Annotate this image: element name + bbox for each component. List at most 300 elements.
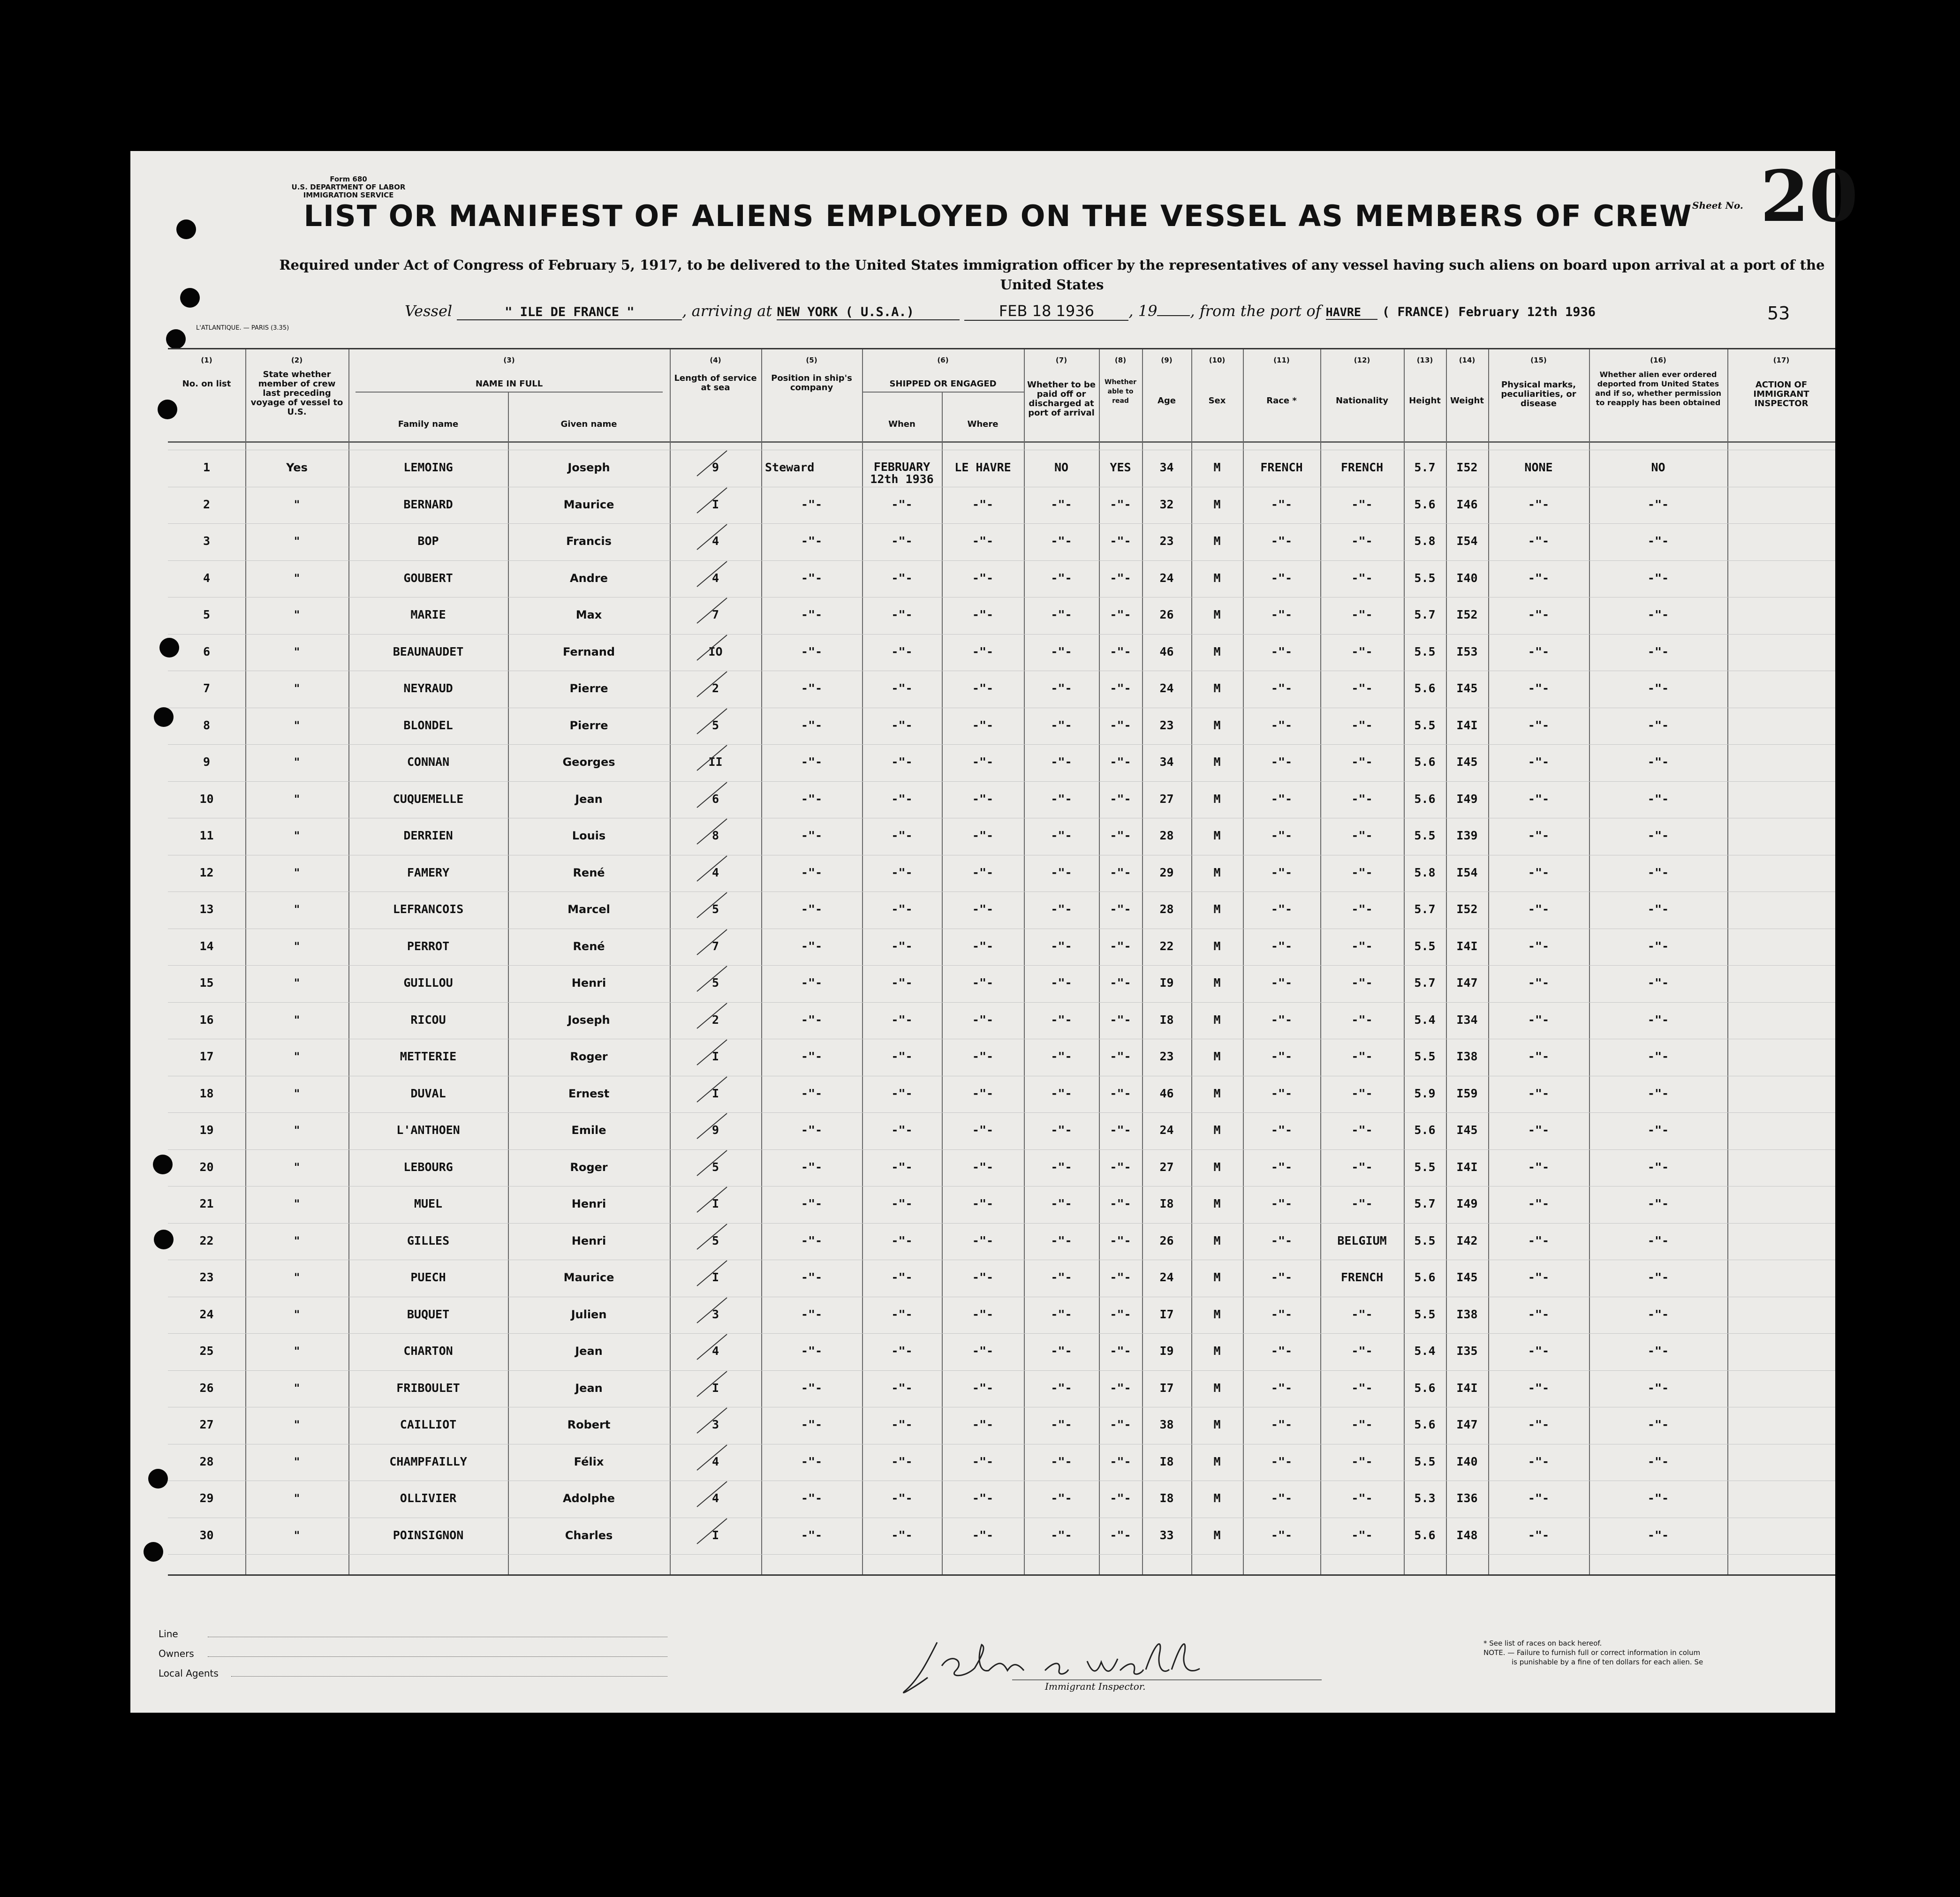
cell-given: Julien: [571, 1307, 607, 1321]
cell-deported: -"-: [1647, 1013, 1669, 1027]
cell-family: PUECH: [410, 1270, 446, 1284]
cell-read: -"-: [1110, 534, 1131, 548]
cell-deported: -"-: [1647, 1160, 1669, 1174]
cell-deported: -"-: [1647, 497, 1669, 511]
crew-table: [168, 348, 1835, 1576]
cell-sex: M: [1213, 1491, 1221, 1505]
cell-sex: M: [1213, 1454, 1221, 1468]
row-rule: [168, 1149, 1835, 1150]
cell-prev: Yes: [286, 461, 308, 474]
publisher-imprint: L'ATLANTIQUE. — PARIS (3.35): [196, 325, 289, 332]
cell-family: CHARTON: [403, 1344, 453, 1358]
row-rule: [168, 1223, 1835, 1224]
cell-no: 28: [199, 1454, 214, 1468]
col-given-name-header: Given name: [560, 419, 617, 429]
cell-nat: FRENCH: [1340, 461, 1384, 474]
cell-service: 8: [711, 829, 719, 842]
col-sex-header-num: (10): [1209, 356, 1226, 364]
cell-read: -"-: [1110, 1418, 1131, 1431]
row-rule: [168, 560, 1835, 561]
cell-family: CUQUEMELLE: [393, 792, 464, 806]
cell-nat: -"-: [1351, 1454, 1373, 1468]
cell-no: 2: [203, 497, 211, 511]
col-no-header: No. on list: [182, 379, 231, 389]
cell-height: 5.6: [1414, 1418, 1436, 1431]
cell-family: DERRIEN: [403, 829, 453, 842]
col-where-header: Where: [967, 419, 999, 429]
cell-paid: NO: [1054, 461, 1069, 474]
cell-position: -"-: [801, 1418, 823, 1431]
cell-prev: ": [294, 1381, 300, 1395]
cell-race: FRENCH: [1260, 461, 1303, 474]
cell-no: 5: [203, 608, 211, 621]
cell-no: 23: [199, 1270, 214, 1284]
cell-marks: -"-: [1528, 1381, 1550, 1395]
cell-family: BLONDEL: [403, 718, 453, 732]
cell-service: 4: [711, 865, 719, 879]
cell-service: 7: [711, 939, 719, 953]
col-sex-header: Sex: [1208, 396, 1226, 406]
cell-prev: ": [294, 571, 300, 585]
cell-when: -"-: [891, 865, 913, 879]
cell-deported: -"-: [1647, 644, 1669, 658]
line-label: Line: [159, 1628, 178, 1640]
cell-prev: ": [294, 718, 300, 732]
cell-where: -"-: [972, 1050, 994, 1063]
cell-position: -"-: [801, 1050, 823, 1063]
cell-service: 5: [711, 718, 719, 732]
cell-where: -"-: [972, 644, 994, 658]
cell-sex: M: [1213, 829, 1221, 842]
cell-prev: ": [294, 1528, 300, 1542]
cell-nat: FRENCH: [1340, 1270, 1384, 1284]
row-rule: [168, 1370, 1835, 1371]
cell-service: I: [711, 1270, 719, 1284]
cell-sex: M: [1213, 1160, 1221, 1174]
cell-read: -"-: [1110, 608, 1131, 621]
cell-paid: -"-: [1051, 571, 1072, 585]
cell-when: FEBRUARY 12th 1936: [870, 460, 934, 486]
service-tally-mark: [693, 668, 731, 701]
cell-paid: -"-: [1051, 1086, 1072, 1100]
cell-weight: I4I: [1456, 939, 1478, 953]
cell-position: -"-: [801, 497, 823, 511]
cell-marks: -"-: [1528, 1197, 1550, 1210]
col-name-header-num: (3): [503, 356, 515, 364]
cell-weight: I45: [1456, 1123, 1478, 1137]
cell-age: 27: [1159, 792, 1174, 806]
cell-given: Andre: [570, 571, 608, 585]
cell-prev: ": [294, 939, 300, 953]
cell-position: -"-: [801, 1344, 823, 1358]
cell-race: -"-: [1271, 939, 1293, 953]
cell-height: 5.4: [1414, 1344, 1436, 1358]
cell-position: -"-: [801, 1123, 823, 1137]
col-marks-header-num: (15): [1530, 356, 1547, 364]
service-tally-mark: [693, 558, 731, 590]
cell-prev: ": [294, 1013, 300, 1027]
cell-nat: -"-: [1351, 1197, 1373, 1210]
cell-read: -"-: [1110, 755, 1131, 769]
cell-height: 5.5: [1414, 644, 1436, 658]
cell-deported: -"-: [1647, 571, 1669, 585]
punch-hole: [176, 219, 196, 239]
cell-where: -"-: [972, 792, 994, 806]
cell-height: 5.6: [1414, 1381, 1436, 1395]
service-tally-mark: [693, 484, 731, 517]
cell-paid: -"-: [1051, 1160, 1072, 1174]
cell-weight: I49: [1456, 1197, 1478, 1210]
arrival-port: NEW YORK ( U.S.A.): [777, 305, 960, 320]
cell-service: I: [711, 1528, 719, 1542]
cell-given: Jean: [575, 1381, 603, 1395]
cell-marks: -"-: [1528, 1454, 1550, 1468]
cell-family: LEBOURG: [403, 1160, 453, 1174]
cell-position: -"-: [801, 1197, 823, 1210]
cell-race: -"-: [1271, 644, 1293, 658]
cell-where: -"-: [972, 976, 994, 990]
cell-where: -"-: [972, 608, 994, 621]
row-rule: [168, 1002, 1835, 1003]
cell-family: BEAUNAUDET: [393, 644, 464, 658]
cell-race: -"-: [1271, 1197, 1293, 1210]
cell-marks: -"-: [1528, 1086, 1550, 1100]
cell-nat: -"-: [1351, 1013, 1373, 1027]
service-tally-mark: [693, 1294, 731, 1327]
cell-height: 5.6: [1414, 681, 1436, 695]
cell-position: -"-: [801, 1381, 823, 1395]
cell-deported: -"-: [1647, 755, 1669, 769]
cell-given: Maurice: [563, 1271, 614, 1284]
col-action-header-num: (17): [1773, 356, 1790, 364]
cell-sex: M: [1213, 1381, 1221, 1395]
punch-hole: [166, 329, 186, 349]
cell-position: -"-: [801, 1528, 823, 1542]
cell-read: -"-: [1110, 1160, 1131, 1174]
cell-position: -"-: [801, 534, 823, 548]
cell-marks: -"-: [1528, 976, 1550, 990]
cell-when: -"-: [891, 1454, 913, 1468]
cell-age: 28: [1159, 902, 1174, 916]
cell-height: 5.3: [1414, 1491, 1436, 1505]
arrival-date-stamp: FEB 18 1936: [964, 302, 1128, 321]
cell-read: -"-: [1110, 1233, 1131, 1247]
cell-given: Félix: [574, 1455, 604, 1468]
cell-given: Henri: [571, 1197, 606, 1210]
cell-marks: -"-: [1528, 644, 1550, 658]
departure-port: HAVRE: [1326, 305, 1377, 320]
cell-nat: -"-: [1351, 792, 1373, 806]
footer-note: [1483, 1639, 1840, 1667]
cell-race: -"-: [1271, 1233, 1293, 1247]
cell-position: -"-: [801, 644, 823, 658]
cell-given: Louis: [572, 829, 606, 842]
cell-given: René: [573, 939, 605, 953]
col-age-header: Age: [1157, 396, 1176, 406]
cell-prev: ": [294, 1455, 300, 1468]
cell-no: 27: [199, 1418, 214, 1431]
cell-family: BERNARD: [403, 497, 453, 511]
cell-deported: -"-: [1647, 681, 1669, 695]
cell-weight: I4I: [1456, 1381, 1478, 1395]
cell-when: -"-: [891, 1233, 913, 1247]
cell-position: -"-: [801, 865, 823, 879]
cell-race: -"-: [1271, 1307, 1293, 1321]
cell-nat: -"-: [1351, 644, 1373, 658]
cell-nat: -"-: [1351, 755, 1373, 769]
cell-prev: ": [294, 976, 300, 990]
col-prev-voyage-header-num: (2): [291, 356, 303, 364]
cell-position: -"-: [801, 1491, 823, 1505]
cell-height: 5.5: [1414, 571, 1436, 585]
cell-paid: -"-: [1051, 1307, 1072, 1321]
cell-height: 5.9: [1414, 1086, 1436, 1100]
service-tally-mark: [693, 1368, 731, 1400]
service-tally-mark: [693, 594, 731, 627]
cell-race: -"-: [1271, 1013, 1293, 1027]
cell-given: René: [573, 866, 605, 879]
cell-when: -"-: [891, 1086, 913, 1100]
cell-prev: ": [294, 829, 300, 842]
cell-weight: I39: [1456, 829, 1478, 842]
cell-sex: M: [1213, 608, 1221, 621]
cell-height: 5.5: [1414, 1307, 1436, 1321]
cell-sex: M: [1213, 1233, 1221, 1247]
cell-age: 22: [1159, 939, 1174, 953]
col-read-header: Whether able to read: [1105, 378, 1136, 405]
inspector-label: Immigrant Inspector.: [1045, 1681, 1146, 1692]
cell-position: -"-: [801, 1013, 823, 1027]
cell-weight: I38: [1456, 1050, 1478, 1063]
cell-sex: M: [1213, 1418, 1221, 1431]
service-tally-mark: [693, 741, 731, 774]
cell-family: POINSIGNON: [393, 1528, 464, 1542]
service-tally-mark: [693, 926, 731, 959]
cell-no: 26: [199, 1381, 214, 1395]
cell-age: 23: [1159, 718, 1174, 732]
cell-position: -"-: [801, 608, 823, 621]
col-when-header: When: [888, 419, 916, 429]
header-separator: [168, 441, 1835, 443]
cell-read: -"-: [1110, 865, 1131, 879]
cell-where: -"-: [972, 1160, 994, 1174]
cell-family: GOUBERT: [403, 571, 453, 585]
cell-sex: M: [1213, 1123, 1221, 1137]
cell-nat: -"-: [1351, 976, 1373, 990]
cell-given: Pierre: [569, 718, 608, 732]
cell-prev: ": [294, 1087, 300, 1100]
cell-prev: ": [294, 1271, 300, 1284]
cell-deported: -"-: [1647, 792, 1669, 806]
cell-marks: -"-: [1528, 1013, 1550, 1027]
cell-sex: M: [1213, 1528, 1221, 1542]
year-label: , 19: [1128, 302, 1158, 320]
cell-paid: -"-: [1051, 644, 1072, 658]
cell-marks: -"-: [1528, 1307, 1550, 1321]
service-tally-mark: [693, 889, 731, 922]
cell-deported: -"-: [1647, 1307, 1669, 1321]
cell-weight: I54: [1456, 534, 1478, 548]
cell-family: BOP: [417, 534, 439, 548]
cell-where: -"-: [972, 1491, 994, 1505]
vessel-name: " ILE DE FRANCE ": [457, 305, 682, 320]
cell-race: -"-: [1271, 976, 1293, 990]
cell-deported: -"-: [1647, 1528, 1669, 1542]
cell-no: 20: [199, 1160, 214, 1174]
cell-prev: ": [294, 1345, 300, 1358]
cell-paid: -"-: [1051, 792, 1072, 806]
cell-family: LEFRANCOIS: [393, 902, 464, 916]
cell-sex: M: [1213, 644, 1221, 658]
cell-weight: I45: [1456, 755, 1478, 769]
cell-age: I8: [1159, 1491, 1174, 1505]
cell-prev: ": [294, 1307, 300, 1321]
row-rule: [168, 523, 1835, 524]
owners-field: [208, 1656, 667, 1657]
cell-where: -"-: [972, 939, 994, 953]
cell-race: -"-: [1271, 681, 1293, 695]
arriving-label: , arriving at: [682, 302, 772, 320]
form-header: [271, 175, 426, 199]
cell-nat: -"-: [1351, 829, 1373, 842]
cell-race: -"-: [1271, 829, 1293, 842]
cell-nat: -"-: [1351, 1491, 1373, 1505]
cell-race: -"-: [1271, 1528, 1293, 1542]
cell-deported: NO: [1651, 461, 1665, 474]
cell-deported: -"-: [1647, 1344, 1669, 1358]
cell-given: Fernand: [562, 645, 615, 658]
cell-read: -"-: [1110, 939, 1131, 953]
cell-height: 5.6: [1414, 497, 1436, 511]
service: IMMIGRATION SERVICE: [303, 191, 394, 199]
cell-weight: I40: [1456, 1454, 1478, 1468]
service-tally-mark: [693, 447, 731, 480]
cell-age: 24: [1159, 571, 1174, 585]
cell-read: -"-: [1110, 1344, 1131, 1358]
cell-where: LE HAVRE: [954, 461, 1011, 474]
cell-paid: -"-: [1051, 1270, 1072, 1284]
cell-race: -"-: [1271, 1454, 1293, 1468]
cell-sex: M: [1213, 1307, 1221, 1321]
cell-service: II: [708, 755, 723, 769]
cell-family: MARIE: [410, 608, 446, 621]
cell-where: -"-: [972, 1307, 994, 1321]
col-family-name-header: Family name: [398, 419, 459, 429]
cell-sex: M: [1213, 718, 1221, 732]
row-rule: [168, 1333, 1835, 1334]
cell-race: -"-: [1271, 497, 1293, 511]
cell-read: -"-: [1110, 902, 1131, 916]
cell-service: 9: [711, 461, 719, 474]
cell-family: CAILLIOT: [400, 1418, 457, 1431]
cell-marks: -"-: [1528, 829, 1550, 842]
cell-no: 3: [203, 534, 211, 548]
cell-no: 12: [199, 865, 214, 879]
cell-service: I: [711, 1050, 719, 1063]
cell-nat: -"-: [1351, 1123, 1373, 1137]
cell-weight: I45: [1456, 1270, 1478, 1284]
cell-sex: M: [1213, 939, 1221, 953]
cell-sex: M: [1213, 681, 1221, 695]
cell-paid: -"-: [1051, 1418, 1072, 1431]
cell-where: -"-: [972, 1233, 994, 1247]
cell-service: I: [711, 1086, 719, 1100]
penalty-note-1: NOTE. — Failure to furnish full or correct information in colum: [1483, 1648, 1701, 1657]
cell-race: -"-: [1271, 534, 1293, 548]
cell-age: 46: [1159, 1086, 1174, 1100]
cell-given: Max: [575, 608, 602, 621]
cell-when: -"-: [891, 939, 913, 953]
cell-where: -"-: [972, 497, 994, 511]
cell-deported: -"-: [1647, 718, 1669, 732]
col-paid-off-header: Whether to be paid off or discharged at port of arrival: [1027, 380, 1096, 418]
cell-prev: ": [294, 903, 300, 916]
cell-family: GUILLOU: [403, 976, 453, 990]
cell-no: 22: [199, 1233, 214, 1247]
cell-nat: BELGIUM: [1337, 1233, 1387, 1247]
cell-when: -"-: [891, 1013, 913, 1027]
cell-sex: M: [1213, 976, 1221, 990]
cell-given: Francis: [566, 535, 612, 548]
cell-no: 29: [199, 1491, 214, 1505]
cell-given: Roger: [570, 1160, 608, 1174]
service-tally-mark: [693, 1147, 731, 1179]
cell-where: -"-: [972, 865, 994, 879]
cell-deported: -"-: [1647, 939, 1669, 953]
cell-position: -"-: [801, 681, 823, 695]
cell-deported: -"-: [1647, 1050, 1669, 1063]
service-tally-mark: [693, 815, 731, 848]
cell-no: 15: [199, 976, 214, 990]
cell-weight: I35: [1456, 1344, 1478, 1358]
col-no-header-num: (1): [201, 356, 212, 364]
cell-family: MUEL: [414, 1197, 443, 1210]
cell-deported: -"-: [1647, 1381, 1669, 1395]
cell-age: I8: [1159, 1013, 1174, 1027]
cell-marks: -"-: [1528, 681, 1550, 695]
cell-read: -"-: [1110, 1491, 1131, 1505]
cell-position: -"-: [801, 792, 823, 806]
cell-age: I8: [1159, 1197, 1174, 1210]
cell-service: 9: [711, 1123, 719, 1137]
cell-read: -"-: [1110, 718, 1131, 732]
cell-sex: M: [1213, 534, 1221, 548]
cell-age: 28: [1159, 829, 1174, 842]
cell-when: -"-: [891, 829, 913, 842]
cell-no: 24: [199, 1307, 214, 1321]
cell-sex: M: [1213, 1344, 1221, 1358]
manifest-sheet: [130, 151, 1858, 1713]
cell-prev: ": [294, 866, 300, 879]
cell-marks: -"-: [1528, 571, 1550, 585]
cell-prev: ": [294, 1124, 300, 1137]
cell-height: 5.7: [1414, 976, 1436, 990]
cell-weight: I4I: [1456, 718, 1478, 732]
cell-weight: I38: [1456, 1307, 1478, 1321]
cell-prev: ": [294, 645, 300, 658]
cell-race: -"-: [1271, 571, 1293, 585]
cell-age: I9: [1159, 1344, 1174, 1358]
cell-height: 5.6: [1414, 1270, 1436, 1284]
cell-paid: -"-: [1051, 939, 1072, 953]
cell-marks: -"-: [1528, 1418, 1550, 1431]
cell-age: 34: [1159, 755, 1174, 769]
cell-age: 38: [1159, 1418, 1174, 1431]
sheet-number: 20: [1760, 155, 1858, 238]
department: U.S. DEPARTMENT OF LABOR: [291, 183, 406, 191]
cell-family: PERROT: [407, 939, 450, 953]
row-rule: [168, 1186, 1835, 1187]
